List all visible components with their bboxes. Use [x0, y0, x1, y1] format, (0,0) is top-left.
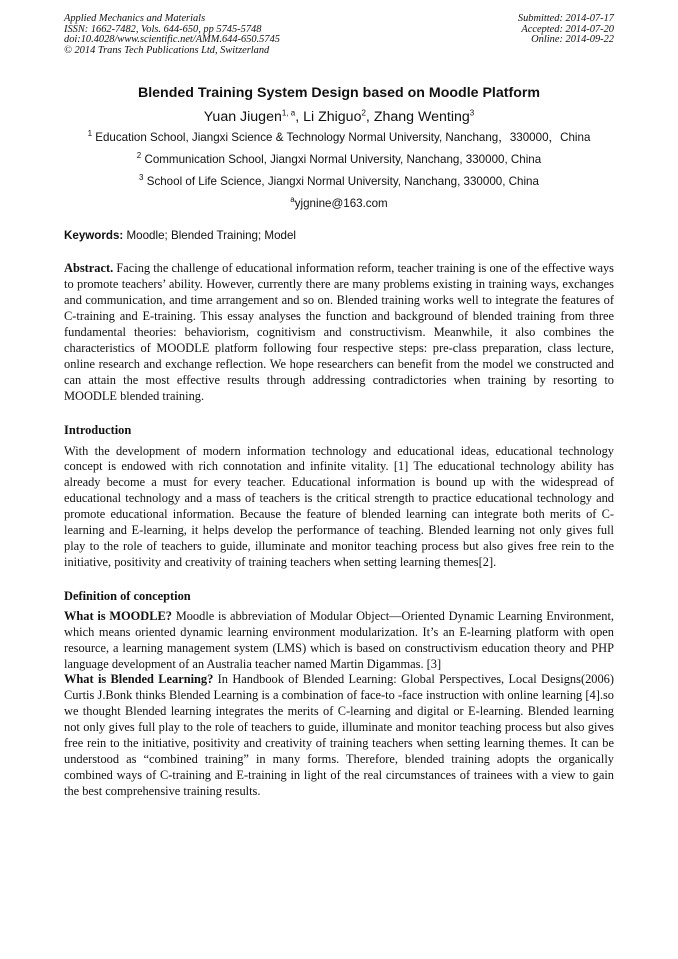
- moodle-definition-paragraph: [64, 609, 614, 673]
- author-list: [64, 109, 614, 125]
- abstract-text: Facing the challenge of educational information reform, teacher training is one of the effective ways to promote teachers’ ability. However, currently there are many problems existing in training ways, exchanges and communication, and time arrangement and so on. Blended training works well to integrate the features of C-training and E-training. This essay analyses the function and background of blended training from three fundamental theories: behaviorism, cognitivism and constructivism. Meanwhile, it also combines the characteristics of MOODLE platform following four respective steps: pre-class preparation, class lecture, online research and exchange reflection. We hope researchers can benefit from the model we constructed and can attain the most effective results through addressing contradictories when training by resorting to MOODLE blended training.: [64, 261, 614, 403]
- publication-dates: [518, 14, 614, 56]
- section-heading-introduction: Introduction: [64, 422, 132, 437]
- affiliation-sup: 1: [87, 129, 93, 139]
- author-sup: 3: [469, 108, 475, 118]
- affiliation-sup: 2: [136, 151, 142, 161]
- affiliation-text: School of Life Science, Jiangxi Normal University, Nanchang, 330000, China: [143, 175, 539, 189]
- blended-learning-label: What is Blended Learning?: [64, 672, 214, 687]
- affiliations: [64, 127, 614, 215]
- introduction-paragraph: With the development of modern information technology and educational ideas, educational technology concept is endowed with rich connotation and infinite vitality. [1] The educational technology ability has already become a must for every teacher. Educational information is bound up with the widespread of educational technology and a mass of teachers is the critical strength to practice educational technology and promote educational information. Because the feature of blended learning can integrate both merits of C-learning and E-learning, it helps develop the performance of teaching. Blended learning not only gives full play to the role of teachers to guide, illuminate and monitor teaching process but also gives free rein to the initiative, positivity and creativity of training teachers when setting learning themes[2].: [64, 443, 614, 569]
- author-sup: 1, a: [281, 108, 296, 118]
- keywords-label: Keywords:: [64, 229, 124, 243]
- submitted-date: Submitted: 2014-07-17: [517, 13, 614, 24]
- author-separator: ,: [365, 109, 374, 126]
- paper-page: [64, 14, 614, 800]
- journal-issn: ISSN: 1662-7482, Vols. 644-650, pp 5745-5748: [64, 23, 262, 35]
- journal-header: [64, 14, 614, 56]
- abstract-label: Abstract.: [64, 261, 114, 276]
- affiliation-sup: 3: [139, 173, 144, 183]
- author-separator: ,: [295, 109, 304, 126]
- affiliation: [64, 127, 614, 149]
- journal-info: [64, 14, 280, 56]
- email-sup: a: [290, 195, 295, 205]
- author-name: Li Zhiguo: [303, 109, 362, 126]
- journal-name: Applied Mechanics and Materials: [64, 13, 206, 24]
- affiliation: [64, 149, 614, 171]
- section-heading-definition: Definition of conception: [64, 588, 191, 603]
- keywords-text: Moodle; Blended Training; Model: [123, 229, 297, 243]
- affiliation-text: Education School, Jiangxi Science & Technology Normal University, Nanchang，330000，China: [92, 131, 591, 145]
- author-email: [64, 193, 614, 215]
- author-name: Zhang Wenting: [373, 109, 470, 126]
- journal-copyright: © 2014 Trans Tech Publications Ltd, Switzerland: [64, 44, 270, 56]
- author-sup: 2: [361, 108, 366, 118]
- abstract: [64, 261, 614, 404]
- author-name: Yuan Jiugen: [203, 109, 282, 126]
- accepted-date: Accepted: 2014-07-20: [521, 23, 614, 35]
- affiliation: [64, 171, 614, 193]
- affiliation-text: Communication School, Jiangxi Normal University, Nanchang, 330000, China: [141, 153, 542, 167]
- paper-title: Blended Training System Design based on Moodle Platform: [137, 85, 541, 102]
- blended-learning-text: In Handbook of Blended Learning: Global Perspectives, Local Designs(2006) Curtis J.Bonk thinks Blended Learning is a combination of face-to -face instruction with online learning [4].so we thought Blended learning integrates the merits of C-learning and digital or E-learning. Blended learning not only gives full play to the role of teachers to guide, illuminate and monitor teaching process but also gives free rein to the initiative, positivity and creativity of training teachers when setting learning themes. It can be understood as “combined training” in many forms. Therefore, blended training adopts the organically combined ways of C-training and E-training in light of the real circumstances of trainees with a view to gain the best comprehensive training results.: [64, 672, 614, 798]
- moodle-definition-label: What is MOODLE?: [64, 608, 172, 623]
- online-date: Online: 2014-09-22: [531, 34, 614, 46]
- keywords: [64, 229, 614, 242]
- blended-learning-paragraph: [64, 672, 614, 799]
- email-text: yjgnine@163.com: [294, 197, 388, 211]
- moodle-definition-text: Moodle is abbreviation of Modular Object—Oriented Dynamic Learning Environment, which means oriented dynamic learning environment modularization. It’s an E-learning platform with open resource, a learning management system (LMS) which is based on constructivism education theory and PHP language development of an Australia teacher named Martin Digammas. [3]: [64, 608, 614, 671]
- journal-doi: doi:10.4028/www.scientific.net/AMM.644-650.5745: [64, 34, 280, 46]
